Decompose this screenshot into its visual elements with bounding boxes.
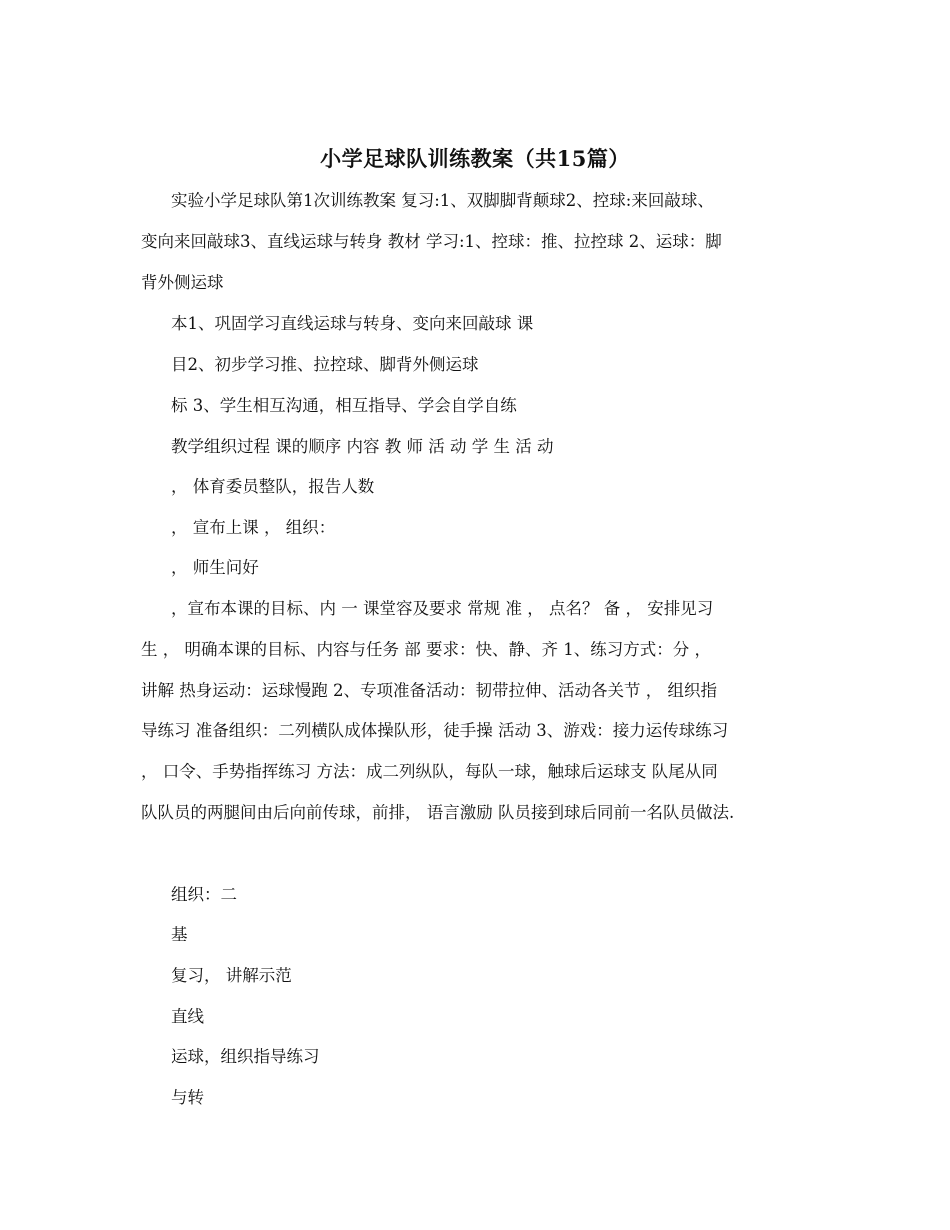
paragraph-line: ， 体育委员整队，报告人数 xyxy=(171,477,375,496)
document-title: 小学足球队训练教案（共15篇） xyxy=(320,146,630,171)
paragraph-line: 与转 xyxy=(171,1088,204,1107)
paragraph-line: 本1、巩固学习直线运球与转身、变向来回敲球 课 xyxy=(171,314,534,333)
paragraph-line: 组织：二 xyxy=(171,885,237,904)
paragraph-line: 队队员的两腿间由后向前传球，前排， 语言激励 队员接到球后同前一名队员做法. xyxy=(141,803,735,822)
paragraph-line: 讲解 热身运动：运球慢跑 2、专项准备活动：韧带拉伸、活动各关节 ， 组织指 xyxy=(141,681,717,700)
paragraph-line: 目2、初步学习推、拉控球、脚背外侧运球 xyxy=(171,355,479,374)
paragraph-line: 实验小学足球队第1次训练教案 复习:1、双脚脚背颠球2、控球:来回敲球、 xyxy=(171,191,714,210)
paragraph-line: ， 口令、手势指挥练习 方法：成二列纵队，每队一球，触球后运球支 队尾从同 xyxy=(141,762,718,781)
paragraph-line: 教学组织过程 课的顺序 内容 教 师 活 动 学 生 活 动 xyxy=(171,437,554,456)
paragraph-line: ， 宣布上课 ， 组织： xyxy=(171,518,336,537)
paragraph-line: ， 师生问好 xyxy=(171,558,259,577)
paragraph-line: 复习， 讲解示范 xyxy=(171,966,292,985)
paragraph-line: 标 3、学生相互沟通，相互指导、学会自学自练 xyxy=(171,396,517,415)
paragraph-line: 基 xyxy=(171,925,188,944)
paragraph-line: 变向来回敲球3、直线运球与转身 教材 学习:1、控球：推、拉控球 2、运球：脚 xyxy=(141,232,722,251)
paragraph-line: 生 ， 明确本课的目标、内容与任务 部 要求：快、静、齐 1、练习方式：分 ， xyxy=(141,640,711,659)
paragraph-line: 背外侧运球 xyxy=(141,273,224,292)
paragraph-line: 直线 xyxy=(171,1007,204,1026)
paragraph-line: 运球，组织指导练习 xyxy=(171,1047,320,1066)
paragraph-line: ，宣布本课的目标、内 一 课堂容及要求 常规 准 ， 点名？ 备 ， 安排见习 xyxy=(171,599,714,618)
paragraph-line: 导练习 准备组织：二列横队成体操队形，徒手操 活动 3、游戏：接力运传球练习 xyxy=(141,721,729,740)
